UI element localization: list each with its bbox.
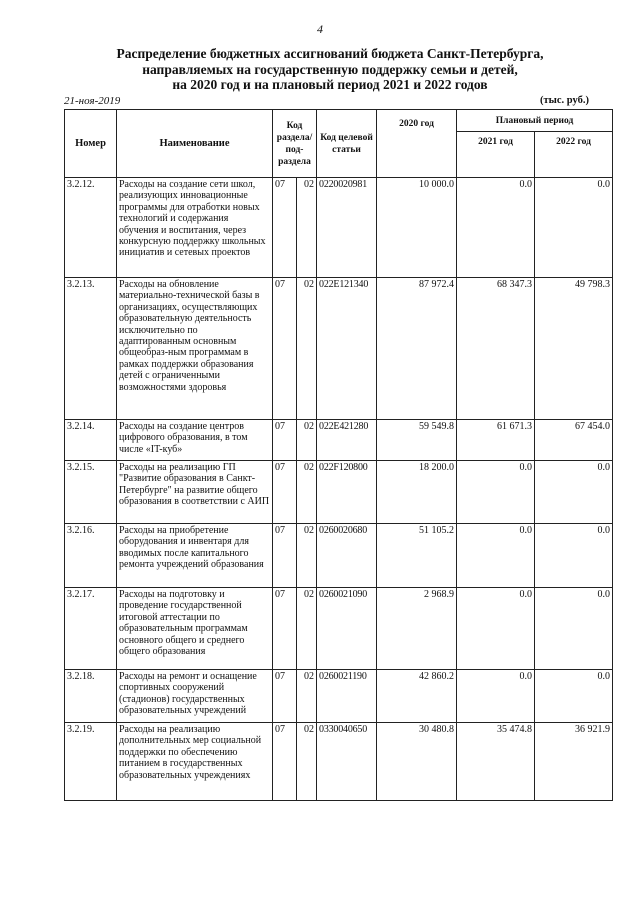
row-section: 07 — [273, 670, 297, 723]
row-subsection: 02 — [297, 178, 317, 278]
header-number: Номер — [65, 110, 117, 178]
header-section-code: Код раздела/ под-раздела — [273, 110, 317, 178]
row-subsection: 02 — [297, 670, 317, 723]
row-name: Расходы на ремонт и оснащение спортивных сооружений (стадионов) государственных образовательных учреждений — [117, 670, 273, 723]
row-subsection: 02 — [297, 461, 317, 524]
row-number: 3.2.14. — [65, 420, 117, 461]
header-year-2021: 2021 год — [457, 132, 535, 178]
row-number: 3.2.15. — [65, 461, 117, 524]
table-row — [65, 178, 613, 278]
header-plan-period: Плановый период — [457, 110, 613, 132]
title-line-1: Распределение бюджетных ассигнований бюджета Санкт-Петербурга, — [116, 46, 544, 61]
row-value-2022: 0.0 — [535, 524, 613, 588]
row-target-code: 0260020680 — [317, 524, 377, 588]
header-target-code: Код целевой статьи — [317, 110, 377, 178]
row-number: 3.2.18. — [65, 670, 117, 723]
table-row — [65, 588, 613, 670]
table-row — [65, 420, 613, 461]
row-target-code: 0260021190 — [317, 670, 377, 723]
title-line-3: на 2020 год и на плановый период 2021 и 2022 годов — [172, 77, 488, 92]
row-value-2020: 42 860.2 — [377, 670, 457, 723]
row-target-code: 0220020981 — [317, 178, 377, 278]
row-section: 07 — [273, 420, 297, 461]
document-date: 21-ноя-2019 — [64, 95, 121, 107]
row-value-2021: 0.0 — [457, 524, 535, 588]
row-value-2020: 59 549.8 — [377, 420, 457, 461]
row-subsection: 02 — [297, 278, 317, 420]
row-value-2021: 0.0 — [457, 670, 535, 723]
header-year-2022: 2022 год — [535, 132, 613, 178]
row-target-code: 0260021090 — [317, 588, 377, 670]
row-target-code: 022F120800 — [317, 461, 377, 524]
row-number: 3.2.12. — [65, 178, 117, 278]
row-value-2021: 0.0 — [457, 178, 535, 278]
row-value-2022: 0.0 — [535, 178, 613, 278]
row-value-2022: 0.0 — [535, 670, 613, 723]
row-name: Расходы на реализацию дополнительных мер социальной поддержки по обеспечению питанием в государственных образовательных учреждениях — [117, 723, 273, 801]
row-name: Расходы на обновление материально-технической базы в организациях, осуществляющих образовательную деятельность исключительно по адаптированным основным общеобраз-ным программам в рамках поддержки образования детей с ограниченными возможностями здоровья — [117, 278, 273, 420]
row-value-2022: 67 454.0 — [535, 420, 613, 461]
row-value-2020: 51 105.2 — [377, 524, 457, 588]
row-section: 07 — [273, 278, 297, 420]
row-subsection: 02 — [297, 420, 317, 461]
row-target-code: 022E421280 — [317, 420, 377, 461]
table-row — [65, 670, 613, 723]
row-value-2020: 30 480.8 — [377, 723, 457, 801]
row-number: 3.2.16. — [65, 524, 117, 588]
header-year-2020: 2020 год — [377, 110, 457, 178]
row-value-2022: 49 798.3 — [535, 278, 613, 420]
header-name: Наименование — [117, 110, 273, 178]
table-row — [65, 723, 613, 801]
row-section: 07 — [273, 723, 297, 801]
row-value-2021: 0.0 — [457, 588, 535, 670]
row-value-2022: 0.0 — [535, 588, 613, 670]
row-number: 3.2.17. — [65, 588, 117, 670]
row-value-2022: 36 921.9 — [535, 723, 613, 801]
row-target-code: 0330040650 — [317, 723, 377, 801]
row-number: 3.2.13. — [65, 278, 117, 420]
row-name: Расходы на реализацию ГП "Развитие образования в Санкт-Петербурге" на развитие общего образования в соответствии с АИП — [117, 461, 273, 524]
row-value-2020: 2 968.9 — [377, 588, 457, 670]
row-name: Расходы на создание сети школ, реализующих инновационные программы для отработки новых технологий и содержания обучения и воспитания, через конкурсную поддержку школьных инициатив и сетевых проектов — [117, 178, 273, 278]
row-subsection: 02 — [297, 723, 317, 801]
row-subsection: 02 — [297, 524, 317, 588]
table-row — [65, 461, 613, 524]
row-name: Расходы на создание центров цифрового образования, в том числе «IT-куб» — [117, 420, 273, 461]
document-title — [60, 46, 600, 93]
row-value-2021: 35 474.8 — [457, 723, 535, 801]
row-number: 3.2.19. — [65, 723, 117, 801]
row-section: 07 — [273, 178, 297, 278]
row-name: Расходы на подготовку и проведение государственной итоговой аттестации по образовательным программам основного общего и среднего общего образования — [117, 588, 273, 670]
title-line-2: направляемых на государственную поддержку семьи и детей, — [142, 61, 518, 77]
page-number: 4 — [317, 22, 323, 36]
table-row — [65, 278, 613, 420]
row-target-code: 022E121340 — [317, 278, 377, 420]
table-row — [65, 524, 613, 588]
row-section: 07 — [273, 461, 297, 524]
row-name: Расходы на приобретение оборудования и инвентаря для вводимых после капитального ремонта учреждений образования — [117, 524, 273, 588]
row-value-2021: 68 347.3 — [457, 278, 535, 420]
row-value-2021: 0.0 — [457, 461, 535, 524]
row-section: 07 — [273, 524, 297, 588]
row-value-2022: 0.0 — [535, 461, 613, 524]
units-label: (тыс. руб.) — [540, 95, 589, 106]
row-value-2021: 61 671.3 — [457, 420, 535, 461]
row-section: 07 — [273, 588, 297, 670]
budget-table — [64, 109, 613, 801]
row-value-2020: 10 000.0 — [377, 178, 457, 278]
row-value-2020: 18 200.0 — [377, 461, 457, 524]
row-subsection: 02 — [297, 588, 317, 670]
row-value-2020: 87 972.4 — [377, 278, 457, 420]
